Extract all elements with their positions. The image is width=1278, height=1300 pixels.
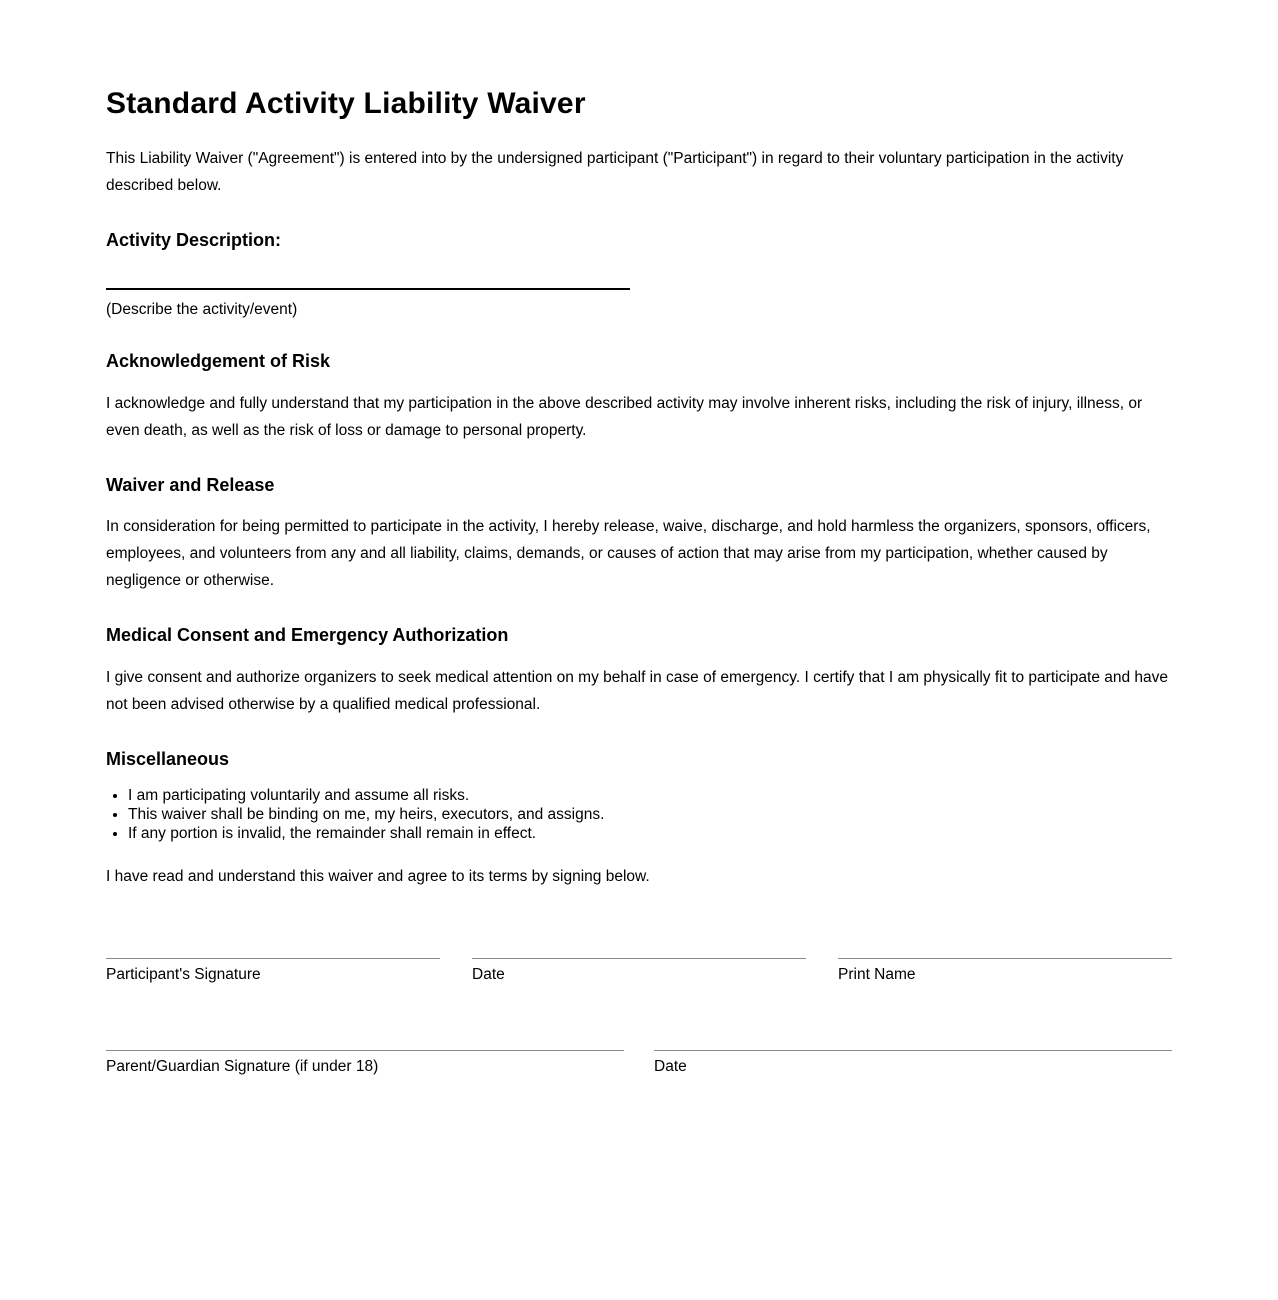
signature-date-field bbox=[472, 958, 806, 985]
section-heading-activity-description: Activity Description: bbox=[106, 229, 282, 250]
signature-date-label: Date bbox=[472, 966, 505, 984]
section-heading-medical-consent: Medical Consent and Emergency Authorization bbox=[106, 625, 509, 646]
miscellaneous-list bbox=[106, 787, 1172, 842]
guardian-date-label: Date bbox=[654, 1058, 687, 1076]
intro-paragraph: This Liability Waiver ("Agreement") is entered into by the undersigned participant ("Participant") in regard to their voluntary participation in the activity described below. bbox=[106, 149, 1124, 194]
list-item-binding: • This waiver shall be binding on me, my heirs, executors, and assigns. bbox=[128, 806, 1172, 824]
section-heading-acknowledgement-of-risk: Acknowledgement of Risk bbox=[106, 351, 331, 372]
section-heading-waiver-and-release: Waiver and Release bbox=[106, 474, 275, 495]
signature-row-guardian bbox=[106, 1050, 1172, 1077]
guardian-signature-label: Parent/Guardian Signature (if under 18) bbox=[106, 1058, 379, 1076]
guardian-signature-field bbox=[106, 1050, 624, 1077]
signature-row-primary bbox=[106, 958, 1172, 985]
activity-description-blank-line bbox=[106, 288, 630, 290]
guardian-date-field bbox=[654, 1050, 1172, 1077]
section-heading-miscellaneous: Miscellaneous bbox=[106, 748, 230, 769]
print-name-label: Print Name bbox=[838, 966, 916, 984]
activity-description-hint: (Describe the activity/event) bbox=[106, 301, 298, 319]
print-name-field bbox=[838, 958, 1172, 985]
closing-statement: I have read and understand this waiver and agree to its terms by signing below. bbox=[106, 868, 650, 886]
participant-signature-label: Participant's Signature bbox=[106, 966, 261, 984]
document-title: Standard Activity Liability Waiver bbox=[106, 87, 586, 120]
list-item-severability: • If any portion is invalid, the remainder shall remain in effect. bbox=[128, 825, 1172, 843]
list-item-voluntary: • I am participating voluntarily and assume all risks. bbox=[128, 787, 1172, 805]
waiver-document bbox=[106, 0, 1172, 1292]
acknowledgement-of-risk-paragraph: I acknowledge and fully understand that my participation in the above described activity may involve inherent risks, including the risk of injury, illness, or even death, as well as the risk of loss or damage to personal property. bbox=[106, 394, 1143, 439]
medical-consent-paragraph: I give consent and authorize organizers to seek medical attention on my behalf in case of emergency. I certify that I am physically fit to participate and have not been advised otherwise by a qualified medical professional. bbox=[106, 668, 1169, 713]
waiver-and-release-paragraph: In consideration for being permitted to participate in the activity, I hereby release, waive, discharge, and hold harmless the organizers, sponsors, officers, employees, and volunteers from any and all liability, claims, demands, or causes of action that may arise from my participation, whether caused by negligence or otherwise. bbox=[106, 518, 1151, 590]
participant-signature-field bbox=[106, 958, 440, 985]
